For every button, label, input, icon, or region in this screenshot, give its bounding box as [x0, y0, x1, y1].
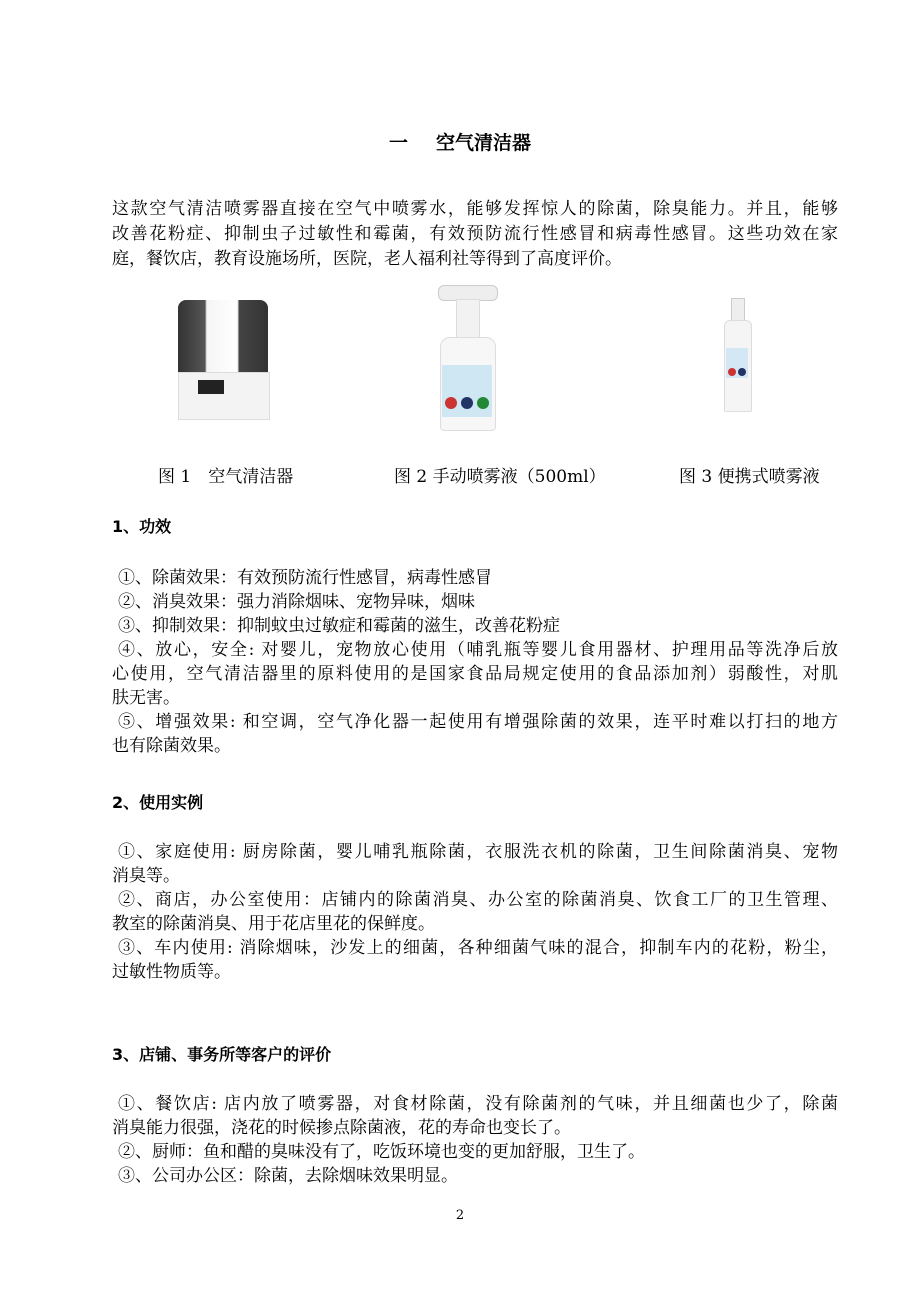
figure-caption: 图 2 手动喷雾液（500ml）: [394, 467, 606, 487]
section-line: ③、公司办公区：除菌，去除烟味效果明显。: [118, 1166, 458, 1186]
section-line: 教室的除菌消臭、用于花店里花的保鲜度。: [112, 914, 435, 934]
section-heading: 2、使用实例: [112, 793, 204, 812]
title-number: 一: [388, 132, 408, 154]
air-purifier-image: [178, 300, 268, 420]
section-heading: 3、店铺、事务所等客户的评价: [112, 1045, 332, 1064]
page-number: 2: [455, 1208, 465, 1223]
figure-caption: 图 3 便携式喷雾液: [679, 467, 820, 487]
title-text: 空气清洁器: [436, 132, 532, 154]
section-line: ②、商店，办公室使用：店铺内的除菌消臭、办公室的除菌消臭、饮食工厂的卫生管理、: [118, 890, 838, 910]
section-line: ①、家庭使用: 厨房除菌，婴儿哺乳瓶除菌，衣服洗衣机的除菌，卫生间除菌消臭、宠物: [118, 842, 838, 862]
section-line: ②、消臭效果：强力消除烟味、宠物异味，烟味: [118, 592, 475, 612]
section-line: 心使用，空气清洁器里的原料使用的是国家食品局规定使用的食品添加剂）弱酸性，对肌: [112, 664, 838, 684]
section-line: 过敏性物质等。: [112, 962, 231, 982]
spray-bottle-image: [428, 285, 508, 435]
page-title: [0, 128, 920, 155]
section-line: ③、车内使用: 消除烟味，沙发上的细菌，各种细菌气味的混合，抑制车内的花粉，粉尘，: [118, 938, 838, 958]
section-line: ③、抑制效果：抑制蚊虫过敏症和霉菌的滋生，改善花粉症: [118, 616, 560, 636]
figure-caption: 图 1 空气清洁器: [158, 467, 294, 487]
section-line: 消臭能力很强，浇花的时候掺点除菌液，花的寿命也变长了。: [112, 1118, 571, 1138]
intro-line: 这款空气清洁喷雾器直接在空气中喷雾水，能够发挥惊人的除菌，除臭能力。并且，能够: [112, 199, 838, 219]
section-line: ⑤、增强效果: 和空调，空气净化器一起使用有增强除菌的效果，连平时难以打扫的地方: [118, 712, 838, 732]
section-line: ①、除菌效果：有效预防流行性感冒，病毒性感冒: [118, 568, 492, 588]
section-line: 肤无害。: [112, 688, 180, 708]
portable-spray-image: [722, 298, 752, 413]
section-line: ①、餐饮店: 店内放了喷雾器，对食材除菌，没有除菌剂的气味，并且细菌也少了，除菌: [118, 1094, 838, 1114]
section-line: ④、放心，安全: 对婴儿，宠物放心使用（哺乳瓶等婴儿食用器材、护理用品等洗净后放: [118, 640, 838, 660]
section-line: 也有除菌效果。: [112, 736, 231, 756]
section-heading: 1、功效: [112, 517, 172, 536]
section-line: ②、厨师：鱼和醋的臭味没有了，吃饭环境也变的更加舒服，卫生了。: [118, 1142, 645, 1162]
section-line: 消臭等。: [112, 866, 180, 886]
intro-line: 庭，餐饮店，教育设施场所，医院，老人福利社等得到了高度评价。: [112, 249, 622, 269]
intro-line: 改善花粉症、抑制虫子过敏性和霉菌，有效预防流行性感冒和病毒性感冒。这些功效在家: [112, 224, 838, 244]
